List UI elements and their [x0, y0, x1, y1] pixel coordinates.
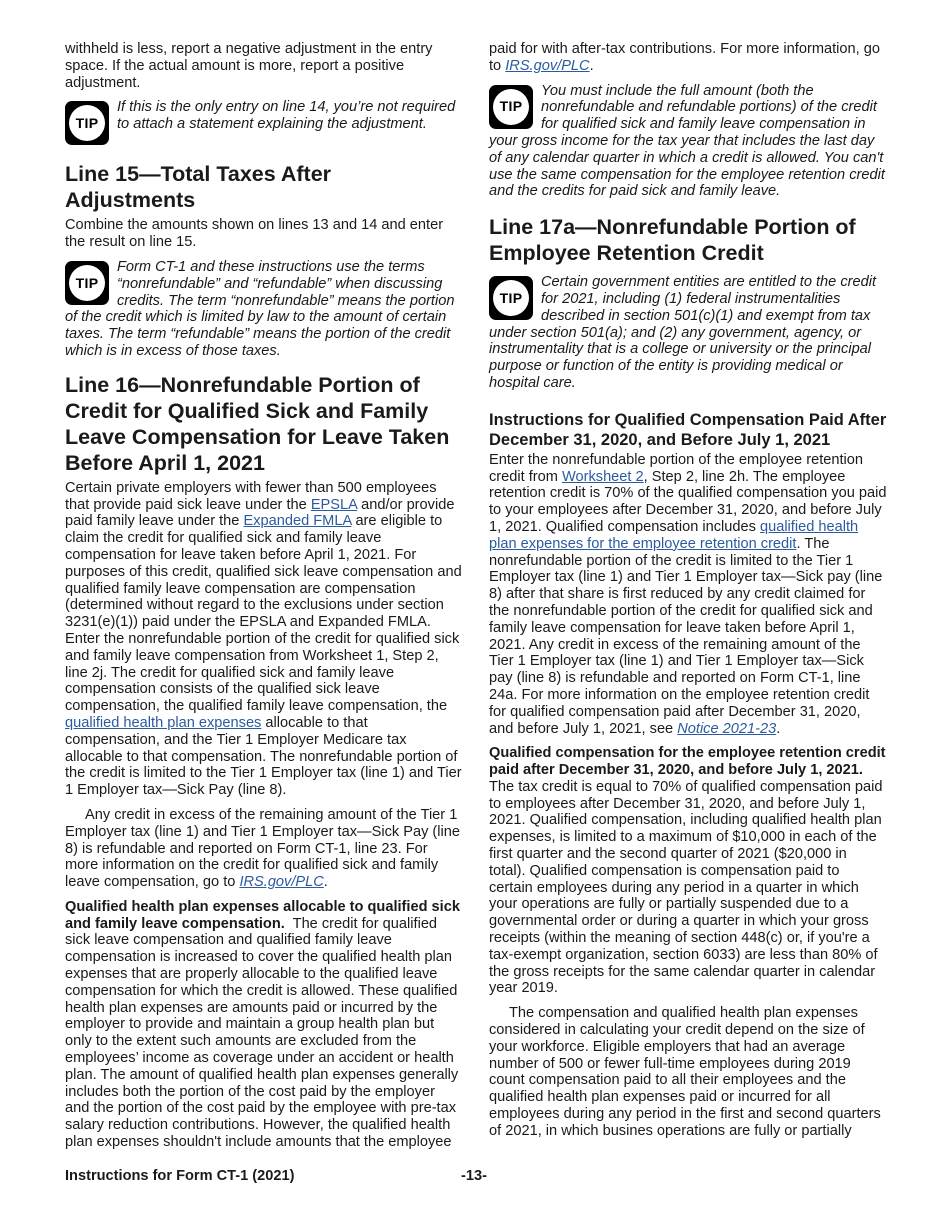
tip-note — [65, 99, 463, 145]
paragraph-qualified-compensation: Qualified compensation for the employee retention credit paid after December 31, 2020, and before July 1, 2021. The tax credit is equal to 70% of qualified compensation paid to employees after December 31, 2020, and before July 1, 2021. Qualified compensation, including qualified health plan expenses, is limited to a maximum of $10,000 in each of the first quarter and the second quarter of 2021 ($20,000 in total). Qualified compensation is compensation paid to certain employees during any period in a quarter in which your operations are fully or partially suspended due to a governmental order or during a quarter in which your gross receipts (within the meaning of section 448(c) or, if you're a tax-exempt organization, section 6033) are less than 80% of the gross receipts for the same calendar quarter in calendar year 2019. — [489, 745, 886, 997]
tip-text: If this is the only entry on line 14, you’re not required to attach a statement explaining the adjustment. — [117, 99, 456, 133]
left-column — [65, 41, 463, 1151]
tip-icon-label: TIP — [69, 105, 105, 141]
tip-note — [489, 274, 887, 392]
tip-icon-label: TIP — [493, 89, 529, 125]
run-in-heading: Qualified compensation for the employee retention credit paid after December 31, 2020, and before July 1, 2021. — [489, 745, 886, 779]
epsla-link[interactable]: EPSLA — [310, 496, 358, 513]
tip-icon-label: TIP — [69, 265, 105, 301]
paragraph-intro: withheld is less, report a negative adjustment in the entry space. If the actual amount is more, report a positive adjustment. — [65, 41, 433, 91]
tip-icon-label: TIP — [493, 280, 529, 316]
qualified-health-plan-expenses-erc-link[interactable]: qualified health plan expenses for the employee retention credit — [489, 518, 859, 552]
paragraph-line-15: Combine the amounts shown on lines 13 and 14 and enter the result on line 15. — [65, 217, 444, 251]
expanded-fmla-link[interactable]: Expanded FMLA — [243, 513, 352, 530]
heading-line-15: Line 15—Total Taxes After Adjustments — [65, 162, 332, 213]
qualified-health-plan-expenses-link[interactable]: qualified health plan expenses — [65, 714, 262, 731]
irs-plc-link[interactable]: IRS.gov/PLC — [239, 874, 324, 891]
heading-instructions-qualified-compensation: Instructions for Qualified Compensation Paid After December 31, 2020, and Before July 1, 2021 — [489, 410, 887, 449]
run-in-heading: Qualified health plan expenses allocable to qualified sick and family leave compensation. — [65, 898, 460, 932]
tip-text: You must include the full amount (both the nonrefundable and refundable portions) of the credit for qualified sick and family leave compensation in your gross income for the tax year that includes the last day of any calendar quarter in which a credit is allowed. You can't use the same compensation for the employee retention credit and the credits for paid sick and family leave. — [489, 82, 885, 200]
tip-icon — [65, 261, 109, 305]
paragraph-continued: paid for with after-tax contributions. For more information, go to IRS.gov/PLC. — [489, 41, 880, 74]
tip-text: Certain government entities are entitled to the credit for 2021, including (1) federal instrumentalities described in section 501(c)(1) and exempt from tax under section 501(a); and (2) any government, agency, or instrumentality that is a college or university or the principal purpose or function of the entity is providing medical or hospital care. — [489, 274, 877, 391]
tip-note — [65, 259, 463, 360]
paragraph-qualified-health-plan: Qualified health plan expenses allocable to qualified sick and family leave compensation. The credit for qualified sick leave compensation and qualified family leave compensation is increased to cover the qualified health plan expenses that are properly allocable to the qualified leave compensation for which the credit is allowed. These qualified health plan expenses are amounts paid or incurred by the employer to provide and maintain a group health plan but only to the extent such amounts are excluded from the employees’ income as coverage under an accident or health plan. The amount of qualified health plan expenses generally includes both the portion of the cost paid by the employer and the portion of the cost paid by the employee with pre-tax salary reduction contributions. However, the qualified health plan expenses shouldn't include amounts that the employee — [65, 898, 460, 1151]
worksheet-2-link[interactable]: Worksheet 2 — [561, 468, 644, 485]
notice-2021-23-link[interactable]: Notice 2021-23 — [677, 720, 777, 737]
irs-plc-link[interactable]: IRS.gov/PLC — [505, 57, 590, 74]
tip-icon — [489, 276, 533, 320]
tip-note — [489, 83, 887, 201]
paragraph-instructions: Enter the nonrefundable portion of the employee retention credit from Worksheet 2, Step 2, line 2h. The employee retention credit is 70% of the qualified compensation you paid to your employees after December 31, 2020, and before July 1, 2021. Qualified compensation includes qualified health plan expenses for the employee retention credit. The nonrefundable portion of the credit is limited to the Tier 1 Employer tax (line 1) and Tier 1 Employer tax—Sick pay (line 8) after that share is first reduced by any credit claimed for the nonrefundable portion of the credit for qualified sick and family leave compensation for leave taken before April 1, 2021. Any credit in excess of the remaining amount of the Tier 1 Employer tax (line 1) and Tier 1 Employer tax—Sick pay (line 8) is refundable and reported on Form CT-1, line 24a. For more information on the employee retention credit for qualified compensation paid after December 31, 2020, and before July 1, 2021, see Notice 2021-23. — [489, 451, 887, 737]
paragraph-line-16: Certain private employers with fewer than 500 employees that provide paid sick leave under the EPSLA and/or provide paid family leave under the Expanded FMLA are eligible to claim the credit for qualified sick and family leave compensation for leave taken before April 1, 2021. For purposes of this credit, qualified sick leave compensation and qualified family leave compensation are compensation (determined without regard to the exclusions under section 3231(e)(1)) paid under the EPSLA and Expanded FMLA. Enter the nonrefundable portion of the credit for qualified sick and family leave compensation from Worksheet 1, Step 2, line 2j. The credit for qualified sick and family leave compensation consists of the qualified sick leave compensation, the qualified family leave compensation, the qualified health plan expenses allocable to that compensation, and the Tier 1 Employer Medicare tax allocable to that compensation. The nonrefundable portion of the credit is limited to the Tier 1 Employer tax (line 1) and Tier 1 Employer tax—Sick Pay (line 8). — [65, 479, 462, 799]
right-column — [489, 41, 887, 1140]
tip-text: Form CT-1 and these instructions use the terms “nonrefundable” and “refundable” when discussing credits. The term “nonrefundable” means the portion of the credit which is limited by law to the amount of certain taxes. The term “refundable” means the portion of the credit which is in excess of those taxes. — [65, 258, 455, 359]
tip-icon — [489, 85, 533, 129]
footer-form-title: Instructions for Form CT-1 (2021) — [65, 1168, 295, 1184]
page-number: -13- — [461, 1168, 487, 1184]
paragraph-workforce-size: The compensation and qualified health plan expenses considered in calculating your credit depend on the size of your workforce. Eligible employers that had an average number of 500 or fewer full-time employees during 2019 count compensation paid to all their employees and the qualified health plan expenses paid or incurred for all employees during any period in the first and second quarters of 2021, in which busines operations are fully or partially — [489, 1005, 881, 1139]
heading-line-17a: Line 17a—Nonrefundable Portion of Employee Retention Credit — [489, 215, 856, 266]
heading-line-16: Line 16—Nonrefundable Portion of Credit for Qualified Sick and Family Leave Compensation for Leave Taken Before April 1, 2021 — [65, 372, 450, 475]
paragraph-line-16-refundable: Any credit in excess of the remaining amount of the Tier 1 Employer tax (line 1) and Tier 1 Employer tax—Sick Pay (line 8) is refundable and reported on Form CT-1, line 23. For more information on the credit for qualified sick and family leave compensation, go to IRS.gov/PLC. — [65, 806, 460, 891]
tip-icon — [65, 101, 109, 145]
